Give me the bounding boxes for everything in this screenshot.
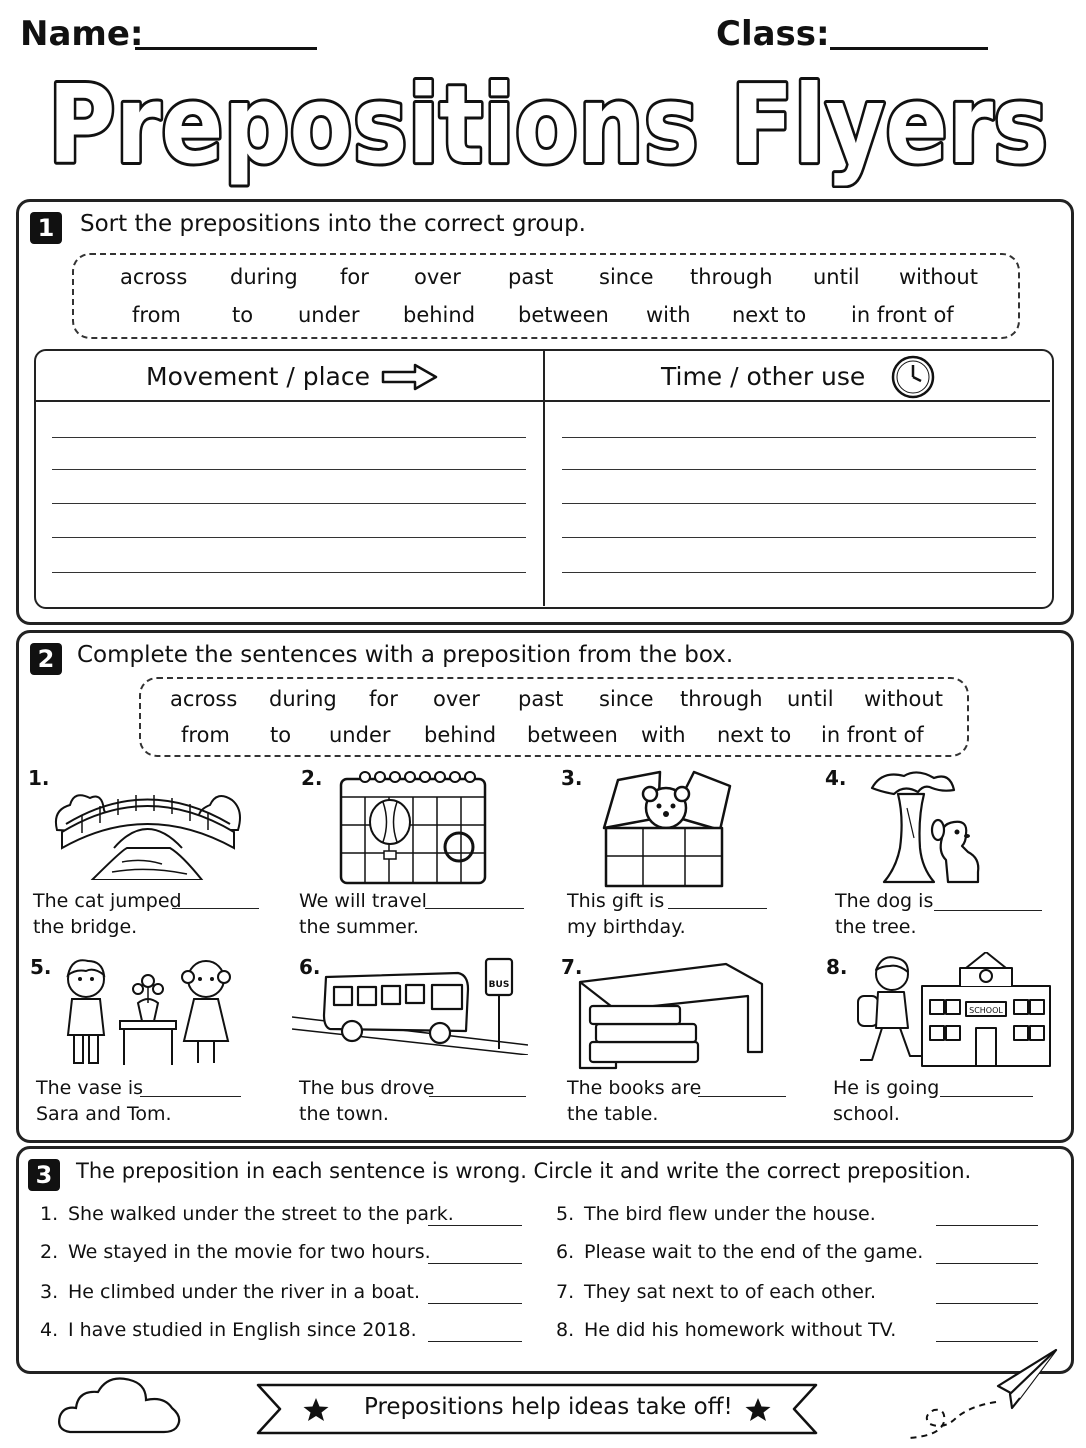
word-chip: between xyxy=(518,303,609,327)
sentence-text: We stayed in the movie for two hours. xyxy=(68,1241,431,1263)
word-chip: through xyxy=(690,265,773,289)
sentence-line-2: school. xyxy=(833,1103,900,1125)
word-chip: during xyxy=(269,687,337,711)
answer-line[interactable] xyxy=(562,437,1036,438)
word-chip: to xyxy=(232,303,254,327)
page-title xyxy=(40,58,1060,188)
answer-blank[interactable] xyxy=(936,1303,1038,1304)
answer-blank[interactable] xyxy=(428,1263,522,1264)
word-chip: behind xyxy=(403,303,476,327)
answer-line[interactable] xyxy=(562,503,1036,504)
school-boy-picture xyxy=(850,952,1054,1072)
answer-line[interactable] xyxy=(52,503,526,504)
sentence-line-1: We will travel xyxy=(299,890,427,912)
clock-icon xyxy=(890,354,936,400)
item-number: 2. xyxy=(301,766,323,790)
class-label: Class: xyxy=(716,14,830,54)
sentence-text: He did his homework without TV. xyxy=(584,1319,897,1341)
word-chip: under xyxy=(329,723,391,747)
word-chip: without xyxy=(864,687,943,711)
item-number: 3. xyxy=(561,766,583,790)
answer-blank[interactable] xyxy=(428,1225,522,1226)
children-vase-picture xyxy=(58,955,248,1070)
sentence-line-2: the summer. xyxy=(299,916,419,938)
word-chip: from xyxy=(132,303,181,327)
item-number: 5. xyxy=(30,955,52,979)
bus-stop-sign: BUS xyxy=(488,980,510,990)
answer-blank[interactable] xyxy=(172,908,259,909)
word-chip: for xyxy=(340,265,369,289)
sentence-text: I have studied in English since 2018. xyxy=(68,1319,417,1341)
sentence-line-2: my birthday. xyxy=(567,916,686,938)
answer-line[interactable] xyxy=(52,437,526,438)
answer-blank[interactable] xyxy=(936,1341,1038,1342)
answer-line[interactable] xyxy=(562,469,1036,470)
word-chip: under xyxy=(298,303,360,327)
word-chip: between xyxy=(527,723,618,747)
books-table-picture xyxy=(576,960,766,1070)
answer-line[interactable] xyxy=(562,537,1036,538)
school-sign: SCHOOL xyxy=(969,1006,1003,1015)
calendar-picture xyxy=(335,767,490,887)
word-chip: in front of xyxy=(851,303,954,327)
sentence-text: Please wait to the end of the game. xyxy=(584,1241,924,1263)
sentence-text: She walked under the street to the park. xyxy=(68,1203,454,1225)
item-number: 5. xyxy=(556,1203,575,1225)
word-chip: until xyxy=(813,265,860,289)
word-chip: in front of xyxy=(821,723,924,747)
answer-line[interactable] xyxy=(562,572,1036,573)
word-chip: across xyxy=(120,265,188,289)
name-field[interactable] xyxy=(135,47,317,50)
word-chip: next to xyxy=(717,723,792,747)
word-chip: to xyxy=(270,723,292,747)
word-chip: since xyxy=(599,265,654,289)
item-number: 2. xyxy=(40,1241,59,1263)
paper-plane-icon xyxy=(900,1346,1064,1442)
correction-sentence xyxy=(40,1319,417,1341)
table-header-rule xyxy=(36,400,1050,402)
section2-instruction: Complete the sentences with a preposition from the box. xyxy=(77,642,734,668)
item-number: 4. xyxy=(40,1319,59,1341)
answer-blank[interactable] xyxy=(698,1096,786,1097)
cloud-icon xyxy=(56,1372,186,1436)
section-number-2: 2 xyxy=(30,643,62,675)
answer-blank[interactable] xyxy=(940,1096,1033,1097)
item-number: 8. xyxy=(826,955,848,979)
sentence-text: He climbed under the river in a boat. xyxy=(68,1281,421,1303)
sentence-text: They sat next to of each other. xyxy=(584,1281,877,1303)
arrow-right-icon xyxy=(381,362,439,392)
name-label: Name: xyxy=(20,14,144,54)
answer-blank[interactable] xyxy=(425,908,524,909)
sentence-line-1: The books are xyxy=(567,1077,702,1099)
section-number-3: 3 xyxy=(28,1159,60,1191)
item-number: 1. xyxy=(40,1203,59,1225)
word-chip: next to xyxy=(732,303,807,327)
sentence-line-1: The bus drove xyxy=(299,1077,435,1099)
answer-line[interactable] xyxy=(52,537,526,538)
tree-dog-picture xyxy=(862,768,990,886)
word-chip: across xyxy=(170,687,238,711)
answer-blank[interactable] xyxy=(936,1225,1038,1226)
bridge-picture xyxy=(52,770,242,880)
answer-blank[interactable] xyxy=(934,910,1042,911)
word-chip: behind xyxy=(424,723,497,747)
sentence-line-2: the table. xyxy=(567,1103,659,1125)
bus-picture xyxy=(292,955,528,1055)
word-chip: with xyxy=(641,723,686,747)
item-number: 6. xyxy=(556,1241,575,1263)
section3-instruction: The preposition in each sentence is wrong. Circle it and write the correct preposition. xyxy=(76,1159,972,1183)
class-field[interactable] xyxy=(830,47,988,50)
answer-blank[interactable] xyxy=(936,1263,1038,1264)
word-chip: past xyxy=(518,687,564,711)
word-chip: during xyxy=(230,265,298,289)
sentence-line-1: The vase is xyxy=(36,1077,144,1099)
word-chip: for xyxy=(369,687,398,711)
sentence-line-1: The dog is xyxy=(835,890,934,912)
svg-text:Prepositions Flyers: Prepositions Flyers xyxy=(48,63,1048,188)
sentence-line-1: The cat jumped xyxy=(33,890,182,912)
footer-slogan: Prepositions help ideas take off! xyxy=(364,1394,733,1420)
word-chip: past xyxy=(508,265,554,289)
correction-sentence xyxy=(556,1319,896,1341)
item-number: 7. xyxy=(561,955,583,979)
word-chip: from xyxy=(181,723,230,747)
correction-sentence xyxy=(556,1203,876,1225)
item-number: 3. xyxy=(40,1281,59,1303)
answer-blank[interactable] xyxy=(429,1096,526,1097)
answer-blank[interactable] xyxy=(140,1096,241,1097)
sentence-line-2: the bridge. xyxy=(33,916,138,938)
column-time-other: Time / other use xyxy=(661,362,866,391)
word-chip: over xyxy=(433,687,480,711)
correction-sentence xyxy=(40,1203,454,1225)
word-chip: without xyxy=(899,265,978,289)
correction-sentence xyxy=(40,1241,431,1263)
word-chip: over xyxy=(414,265,461,289)
answer-blank[interactable] xyxy=(428,1303,522,1304)
gift-box-picture xyxy=(598,768,734,888)
correction-sentence xyxy=(556,1281,876,1303)
word-chip: until xyxy=(787,687,834,711)
sentence-line-2: the town. xyxy=(299,1103,389,1125)
item-number: 1. xyxy=(28,766,50,790)
answer-blank[interactable] xyxy=(428,1341,522,1342)
sentence-text: The bird flew under the house. xyxy=(584,1203,876,1225)
item-number: 4. xyxy=(825,766,847,790)
sentence-line-1: He is going xyxy=(833,1077,940,1099)
item-number: 7. xyxy=(556,1281,575,1303)
answer-line[interactable] xyxy=(52,572,526,573)
sentence-line-2: the tree. xyxy=(835,916,917,938)
correction-sentence xyxy=(556,1241,923,1263)
item-number: 6. xyxy=(299,955,321,979)
table-divider xyxy=(543,350,545,606)
column-movement-place: Movement / place xyxy=(146,362,370,391)
sentence-line-2: Sara and Tom. xyxy=(36,1103,172,1125)
section1-instruction: Sort the prepositions into the correct group. xyxy=(80,211,586,237)
word-chip: since xyxy=(599,687,654,711)
answer-line[interactable] xyxy=(52,469,526,470)
item-number: 8. xyxy=(556,1319,575,1341)
sentence-line-1: This gift is xyxy=(567,890,665,912)
correction-sentence xyxy=(40,1281,420,1303)
section-number-1: 1 xyxy=(30,212,62,244)
word-chip: through xyxy=(680,687,763,711)
answer-blank[interactable] xyxy=(668,908,767,909)
word-chip: with xyxy=(646,303,691,327)
